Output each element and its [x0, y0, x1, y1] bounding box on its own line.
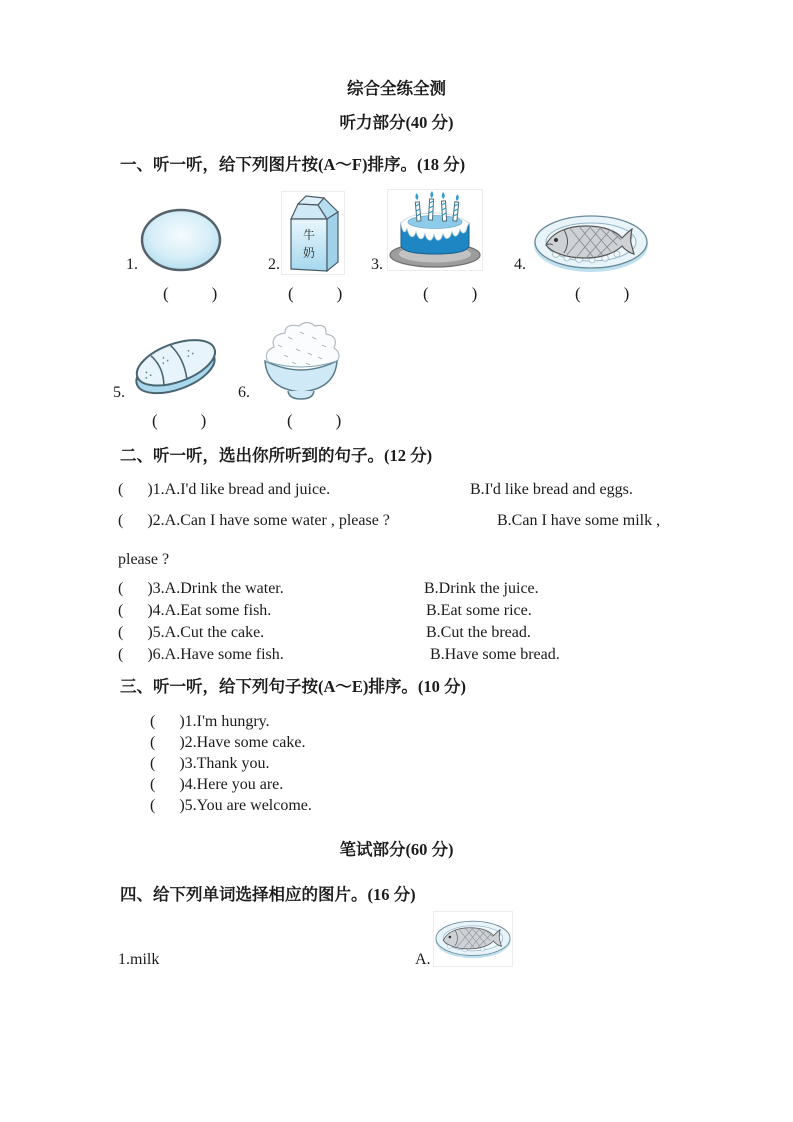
section2-heading: 二、听一听，选出你所听到的句子。(12 分)	[120, 446, 433, 465]
milk-carton-icon	[282, 192, 344, 274]
birthday-cake-icon	[388, 190, 482, 270]
section4-heading: 四、给下列单词选择相应的图片。(16 分)	[120, 885, 416, 904]
s2-item-2-a: ( )2.A.Can I have some water , please ?	[118, 512, 390, 529]
s2-item-5-a: ( )5.A.Cut the cake.	[118, 624, 265, 641]
s3-item-2: ( )2.Have some cake.	[150, 734, 306, 751]
figure-number-3: 3.	[371, 256, 383, 273]
s2-item-6-b: B.Have some bread.	[430, 646, 560, 663]
s2-item-6-a: ( )6.A.Have some fish.	[118, 646, 284, 663]
answer-blank-1: ( )	[163, 284, 219, 303]
s2-item-4-a: ( )4.A.Eat some fish.	[118, 602, 272, 619]
s2-item-3-b: B.Drink the juice.	[424, 580, 539, 597]
answer-blank-4: ( )	[575, 284, 631, 303]
rice-bowl-icon	[258, 317, 344, 407]
answer-blank-5: ( )	[152, 411, 208, 430]
s4-option-a-label: A.	[415, 951, 431, 968]
figure-number-6: 6.	[238, 384, 250, 401]
s2-item-5-b: B.Cut the bread.	[426, 624, 531, 641]
s4-word-1: 1.milk	[118, 951, 160, 968]
svg-text:奶: 奶	[302, 246, 316, 260]
figure-number-1: 1.	[126, 256, 138, 273]
s3-item-4: ( )4.Here you are.	[150, 776, 284, 793]
figure-number-5: 5.	[113, 384, 125, 401]
s2-item-1-a: ( )1.A.I'd like bread and juice.	[118, 481, 331, 498]
figure-number-2: 2.	[268, 256, 280, 273]
s3-item-1: ( )1.I'm hungry.	[150, 713, 270, 730]
s2-item-4-b: B.Eat some rice.	[426, 602, 532, 619]
section3-heading: 三、听一听，给下列句子按(A～E)排序。(10 分)	[120, 677, 467, 696]
written-part-header: 笔试部分(60 分)	[339, 840, 454, 859]
bread-icon	[130, 324, 222, 406]
fish-plate-icon	[532, 212, 650, 274]
egg-icon	[140, 207, 222, 273]
answer-blank-2: ( )	[288, 284, 344, 303]
s2-item-2-b: B.Can I have some milk ,	[497, 512, 661, 529]
section1-heading: 一、听一听，给下列图片按(A～F)排序。(18 分)	[120, 155, 466, 174]
s3-item-5: ( )5.You are welcome.	[150, 797, 312, 814]
answer-blank-6: ( )	[287, 411, 343, 430]
listening-part-header: 听力部分(40 分)	[339, 113, 454, 132]
s2-item-2-continued: please ?	[118, 551, 170, 568]
page-title: 综合全练全测	[347, 79, 446, 98]
s3-item-3: ( )3.Thank you.	[150, 755, 270, 772]
svg-text:牛: 牛	[302, 228, 316, 242]
figure-number-4: 4.	[514, 256, 526, 273]
answer-blank-3: ( )	[423, 284, 479, 303]
fish-plate-icon-small	[434, 912, 512, 966]
s2-item-3-a: ( )3.A.Drink the water.	[118, 580, 284, 597]
s2-item-1-b: B.I'd like bread and eggs.	[470, 481, 633, 498]
